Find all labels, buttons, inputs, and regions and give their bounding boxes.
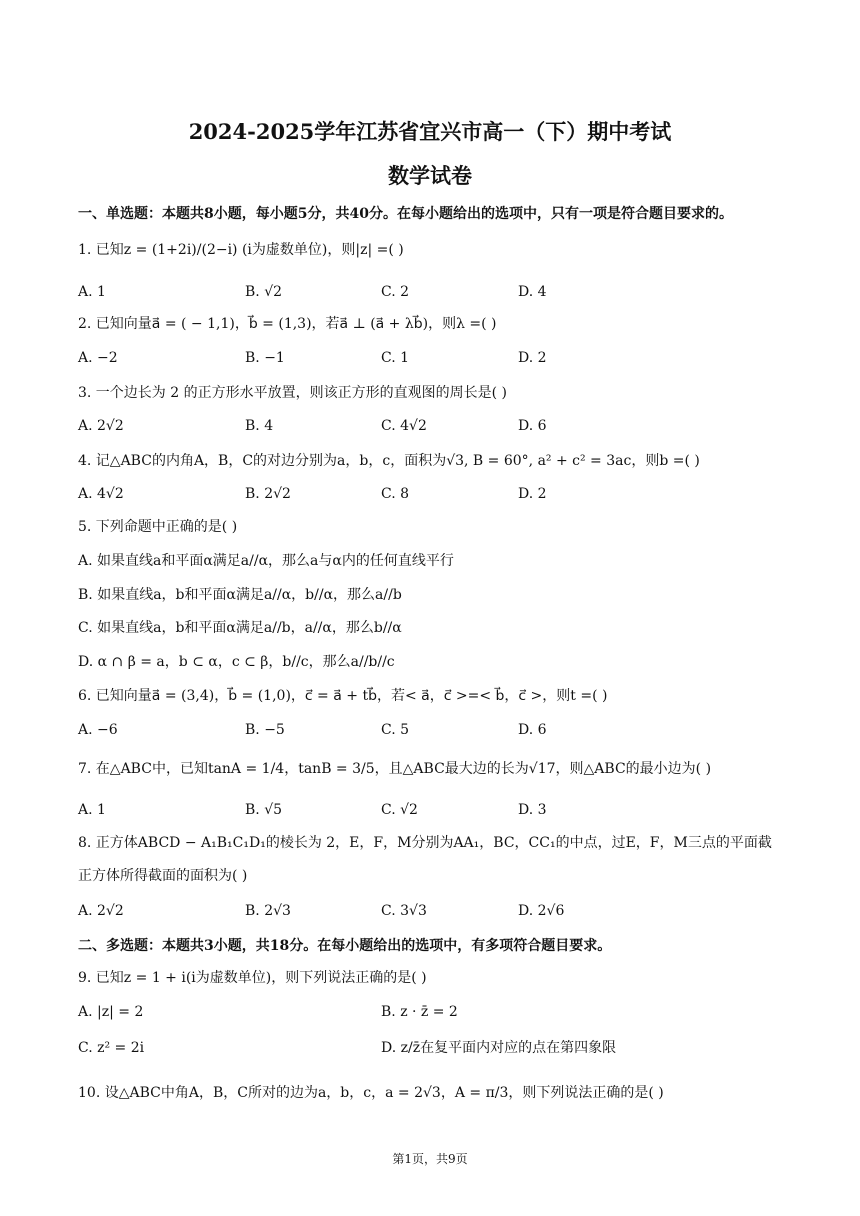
question-2-option-d: D. 2: [518, 350, 547, 366]
question-5-stem: 5. 下列命题中正确的是( ): [78, 519, 238, 535]
question-4-option-a: A. 4√2: [78, 486, 124, 502]
question-4-option-d: D. 2: [518, 486, 547, 502]
question-3-option-a: A. 2√2: [78, 418, 124, 434]
question-2-option-a: A. −2: [78, 350, 118, 366]
question-10-stem: 10. 设△ABC中角A，B，C所对的边为a，b，c，a = 2√3，A = π/3，则下列说法正确的是( ): [78, 1085, 664, 1101]
question-9-option-b: B. z · z̄ = 2: [381, 1004, 458, 1020]
question-7-stem: 7. 在△ABC中，已知tanA = 1/4，tanB = 3/5，且△ABC最大边的长为√17，则△ABC的最小边为( ): [78, 761, 712, 777]
question-6-option-a: A. −6: [78, 722, 118, 738]
question-1-option-c: C. 2: [381, 284, 410, 300]
question-3-option-d: D. 6: [518, 418, 547, 434]
question-9-option-c: C. z² = 2i: [78, 1040, 145, 1056]
question-6-option-b: B. −5: [245, 722, 285, 738]
question-8-option-b: B. 2√3: [245, 903, 291, 919]
question-9-stem: 9. 已知z = 1 + i(i为虚数单位)，则下列说法正确的是( ): [78, 970, 427, 986]
question-6-stem: 6. 已知向量a⃗ = (3,4)，b⃗ = (1,0)，c⃗ = a⃗ + tb⃗，若< a⃗，c⃗ >=< b⃗，c⃗ >，则t =( ): [78, 688, 608, 704]
question-1-option-d: D. 4: [518, 284, 547, 300]
question-1-option-a: A. 1: [78, 284, 106, 300]
question-4-option-b: B. 2√2: [245, 486, 291, 502]
question-7-option-c: C. √2: [381, 802, 418, 818]
question-3-option-b: B. 4: [245, 418, 274, 434]
question-7-option-b: B. √5: [245, 802, 283, 818]
question-5-option-b: B. 如果直线a，b和平面α满足a//α，b//α，那么a//b: [78, 587, 402, 603]
question-6-option-c: C. 5: [381, 722, 410, 738]
question-8-option-a: A. 2√2: [78, 903, 124, 919]
question-9-option-d: D. z/z̄在复平面内对应的点在第四象限: [381, 1040, 617, 1056]
question-3-stem: 3. 一个边长为 2 的正方形水平放置，则该正方形的直观图的周长是( ): [78, 385, 507, 401]
question-7-option-a: A. 1: [78, 802, 106, 818]
question-4-stem: 4. 记△ABC的内角A，B，C的对边分别为a，b，c，面积为√3, B = 60°, a² + c² = 3ac，则b =( ): [78, 453, 700, 469]
question-5-option-a: A. 如果直线a和平面α满足a//α，那么a与α内的任何直线平行: [78, 553, 454, 569]
question-1-stem: 1. 已知z = (1+2i)/(2−i) (i为虚数单位)，则|z| =( ): [78, 242, 404, 258]
question-1-option-b: B. √2: [245, 284, 283, 300]
question-9-option-a: A. |z| = 2: [78, 1004, 144, 1020]
question-8-option-d: D. 2√6: [518, 903, 565, 919]
exam-subtitle: 数学试卷: [388, 163, 472, 188]
question-6-option-d: D. 6: [518, 722, 547, 738]
question-2-option-c: C. 1: [381, 350, 410, 366]
page-footer: 第1页，共9页: [392, 1152, 468, 1166]
question-5-option-d: D. α ∩ β = a，b ⊂ α，c ⊂ β，b//c，那么a//b//c: [78, 654, 395, 670]
question-4-option-c: C. 8: [381, 486, 410, 502]
question-5-option-c: C. 如果直线a，b和平面α满足a//b，a//α，那么b//α: [78, 620, 402, 636]
question-8-stem-line-2: 正方体所得截面的面积为( ): [78, 868, 248, 884]
section-single-choice-header: 一、单选题：本题共8小题，每小题5分，共40分。在每小题给出的选项中，只有一项是符合题目要求的。: [78, 206, 733, 222]
question-7-option-d: D. 3: [518, 802, 547, 818]
question-2-option-b: B. −1: [245, 350, 285, 366]
question-3-option-c: C. 4√2: [381, 418, 427, 434]
section-multiple-choice-header: 二、多选题：本题共3小题，共18分。在每小题给出的选项中，有多项符合题目要求。: [78, 938, 612, 954]
exam-title: 2024-2025学年江苏省宜兴市高一（下）期中考试: [188, 119, 672, 144]
question-2-stem: 2. 已知向量a⃗ = ( − 1,1)，b⃗ = (1,3)，若a⃗ ⊥ (a⃗ + λb⃗)，则λ =( ): [78, 316, 497, 332]
question-8-stem-line-1: 8. 正方体ABCD − A₁B₁C₁D₁的棱长为 2，E，F，M分别为AA₁，BC，CC₁的中点，过E，F，M三点的平面截: [78, 835, 772, 851]
question-8-option-c: C. 3√3: [381, 903, 427, 919]
